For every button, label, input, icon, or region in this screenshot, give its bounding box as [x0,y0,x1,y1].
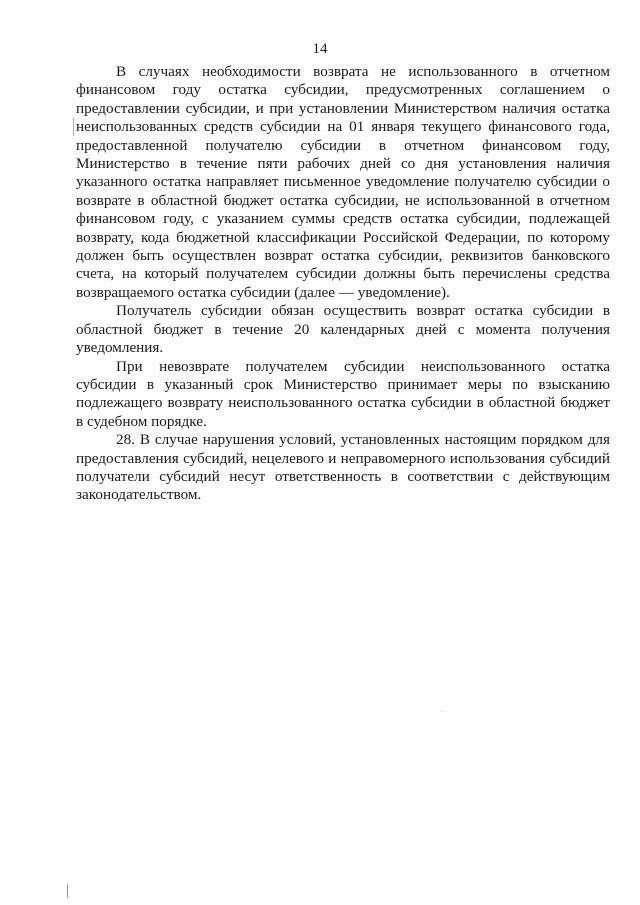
document-body [76,63,610,505]
paragraph-non-refund: При невозврате получателем субсидии неиспользованного остатка субсидии в указанный срок Министерство принимает меры по взысканию подлежащего возврату неиспользованного остатка субсидии в областной бюджет в судебном порядке. [76,357,610,430]
paragraph-clause-28: 28. В случае нарушения условий, установленных настоящим порядком для предоставления субсидий, нецелевого и неправомерного использования субсидий получатели субсидий несут ответственность в соответствии с действующим законодательством. [76,431,610,504]
paragraph-refund-obligation: Получатель субсидии обязан осуществить возврат остатка субсидии в областной бюджет в течение 20 календарных дней с момента получения уведомления. [76,302,610,357]
paragraph-refund-notice: В случаях необходимости возврата не использованного в отчетном финансовом году остатка субсидии, предусмотренных соглашением о предоставлении субсидии, и при установлении Министерством наличия остатка неиспользованных средств субсидии на 01 января текущего финансового года, предоставленной получателю субсидии в отчетном финансовом году, Министерство в течение пяти рабочих дней со дня установления наличия указанного остатка направляет письменное уведомление получателю субсидии о возврате в областной бюджет остатка субсидии, не использованной в отчетном финансовом году, с указанием суммы средств остатка субсидии, подлежащей возврату, кода бюджетной классификации Российской Федерации, по которому должен быть осуществлен возврат остатка субсидии, реквизитов банковского счета, на который получателем субсидии должны быть перечислены средства возвращаемого остатка субсидии (далее — уведомление). [76,63,610,301]
scan-artifact-dot [441,711,442,712]
scan-artifact-mark [67,884,68,898]
scan-artifact-mark [73,118,74,136]
page-number: 14 [312,41,328,57]
